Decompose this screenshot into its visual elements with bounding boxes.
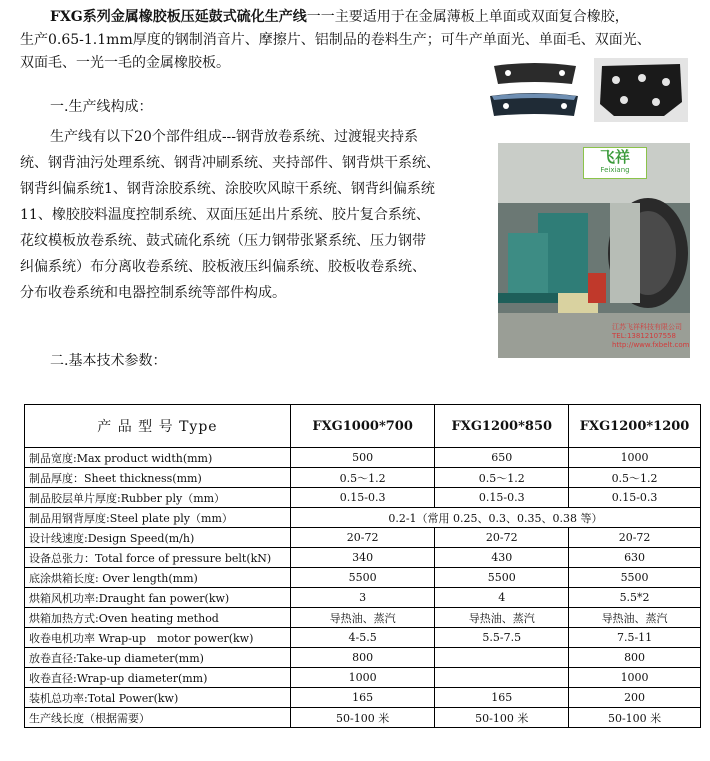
section-1-line: 钢背纠偏系统1、钢背涂胶系统、涂胶吹风晾干系统、钢背纠偏系统: [20, 181, 435, 197]
param-label: 生产线长度（根据需要）: [25, 708, 291, 728]
param-label: 烘箱风机功率:Draught fan power(kw): [25, 588, 291, 608]
param-value: 430: [435, 548, 569, 568]
param-value: 7.5-11: [569, 628, 701, 648]
param-value: 导热油、蒸汽: [435, 608, 569, 628]
param-value: 340: [290, 548, 435, 568]
param-value: 4-5.5: [290, 628, 435, 648]
table-row: [25, 608, 701, 628]
param-value: 4: [435, 588, 569, 608]
param-value: 1000: [569, 448, 701, 468]
param-value: 5.5-7.5: [435, 628, 569, 648]
section-1-line: 11、橡胶胶料温度控制系统、双面压延出片系统、胶片复合系统、: [20, 207, 430, 223]
table-row: [25, 548, 701, 568]
param-value: 20-72: [290, 528, 435, 548]
table-row: [25, 528, 701, 548]
param-value: 1000: [290, 668, 435, 688]
section-1-line: 统、钢背油污处理系统、钢背冲刷系统、夹持部件、钢背烘干系统、: [20, 155, 440, 171]
param-value: 630: [569, 548, 701, 568]
table-row: [25, 488, 701, 508]
param-value: 200: [569, 688, 701, 708]
param-value: 0.15-0.3: [435, 488, 569, 508]
intro-text-1: 一一主要适用于在金属薄板上单面或双面复合橡胶，: [306, 9, 629, 25]
table-header-row: [25, 405, 701, 448]
param-value: 50-100 米: [290, 708, 435, 728]
rubber-gasket-image: [594, 58, 688, 122]
product-line-title: FXG系列金属橡胶板压延鼓式硫化生产线: [50, 9, 307, 25]
param-value: 5.5*2: [569, 588, 701, 608]
param-label: 制品厚度：Sheet thickness(mm): [25, 468, 291, 488]
param-value: 5500: [290, 568, 435, 588]
param-value: 800: [569, 648, 701, 668]
table-row: [25, 668, 701, 688]
param-value: 0.15-0.3: [290, 488, 435, 508]
param-value: 5500: [435, 568, 569, 588]
param-label: 收卷直径:Wrap-up diameter(mm): [25, 668, 291, 688]
param-value: [435, 648, 569, 668]
section-1-line: 分布收卷系统和电器控制系统等部件构成。: [20, 285, 286, 301]
section-1-line: 花纹模板放卷系统、鼓式硫化系统（压力钢带张紧系统、压力钢带: [20, 233, 426, 249]
table-row: [25, 588, 701, 608]
param-value: 5500: [569, 568, 701, 588]
table-row: [25, 708, 701, 728]
param-label: 制品宽度:Max product width(mm): [25, 448, 291, 468]
param-label: 设计线速度:Design Speed(m/h): [25, 528, 291, 548]
section-1-paragraph: [20, 124, 488, 306]
param-label: 制品用钢背厚度:Steel plate ply（mm）: [25, 508, 291, 528]
table-row: [25, 448, 701, 468]
param-value: 0.5～1.2: [435, 468, 569, 488]
photo-caption: 江苏飞祥科技有限公司 TEL:13812107558 http://www.fxbelt.com: [612, 323, 690, 349]
intro-text-3: 双面毛、一光一毛的金属橡胶板。: [20, 55, 230, 71]
param-value: 0.5～1.2: [290, 468, 435, 488]
param-label: 制品胶层单片厚度:Rubber ply（mm）: [25, 488, 291, 508]
header-type: 产 品 型 号 Type: [25, 405, 291, 448]
table-row: [25, 508, 701, 528]
param-value: 50-100 米: [569, 708, 701, 728]
param-value: 3: [290, 588, 435, 608]
param-value: 1000: [569, 668, 701, 688]
param-label: 装机总功率:Total Power(kw): [25, 688, 291, 708]
param-value: 导热油、蒸汽: [569, 608, 701, 628]
section-1-line: 纠偏系统）布分离收卷系统、胶板液压纠偏系统、胶板收卷系统、: [20, 259, 426, 275]
header-model: FXG1000*700: [290, 405, 435, 448]
param-value: 0.5～1.2: [569, 468, 701, 488]
table-row: [25, 628, 701, 648]
param-value: 165: [290, 688, 435, 708]
header-model: FXG1200*1200: [569, 405, 701, 448]
brake-pad-plates-image: [484, 58, 584, 122]
param-label: 烘箱加热方式:Oven heating method: [25, 608, 291, 628]
section-1-line: 生产线有以下20个部件组成---钢背放卷系统、过渡辊夹持系: [50, 129, 419, 145]
param-value: [435, 668, 569, 688]
param-label: 设备总张力：Total force of pressure belt(kN): [25, 548, 291, 568]
param-value: 20-72: [569, 528, 701, 548]
spec-table: [24, 404, 701, 728]
table-row: [25, 688, 701, 708]
param-value: 导热油、蒸汽: [290, 608, 435, 628]
param-value: 165: [435, 688, 569, 708]
table-row: [25, 648, 701, 668]
param-value: 800: [290, 648, 435, 668]
param-label: 底涂烘箱长度: Over length(mm): [25, 568, 291, 588]
param-value: 0.15-0.3: [569, 488, 701, 508]
param-label: 放卷直径:Take-up diameter(mm): [25, 648, 291, 668]
section-1-heading: 一.生产线构成：: [50, 99, 153, 115]
param-value: 20-72: [435, 528, 569, 548]
param-value: 500: [290, 448, 435, 468]
param-value: 50-100 米: [435, 708, 569, 728]
production-line-photo: [498, 143, 690, 358]
param-value: 0.2-1（常用 0.25、0.3、0.35、0.38 等）: [290, 508, 700, 528]
section-2-heading: 二.基本技术参数：: [50, 353, 167, 369]
param-label: 收卷电机功率 Wrap-up motor power(kw): [25, 628, 291, 648]
table-row: [25, 468, 701, 488]
header-model: FXG1200*850: [435, 405, 569, 448]
intro-text-2: 生产0.65-1.1mm厚度的钢制消音片、摩擦片、铝制品的卷料生产；可牛产单面光、单面毛、双面光、: [20, 32, 651, 48]
table-row: [25, 568, 701, 588]
company-logo: 飞祥 Feixiang: [583, 147, 647, 179]
param-value: 650: [435, 448, 569, 468]
